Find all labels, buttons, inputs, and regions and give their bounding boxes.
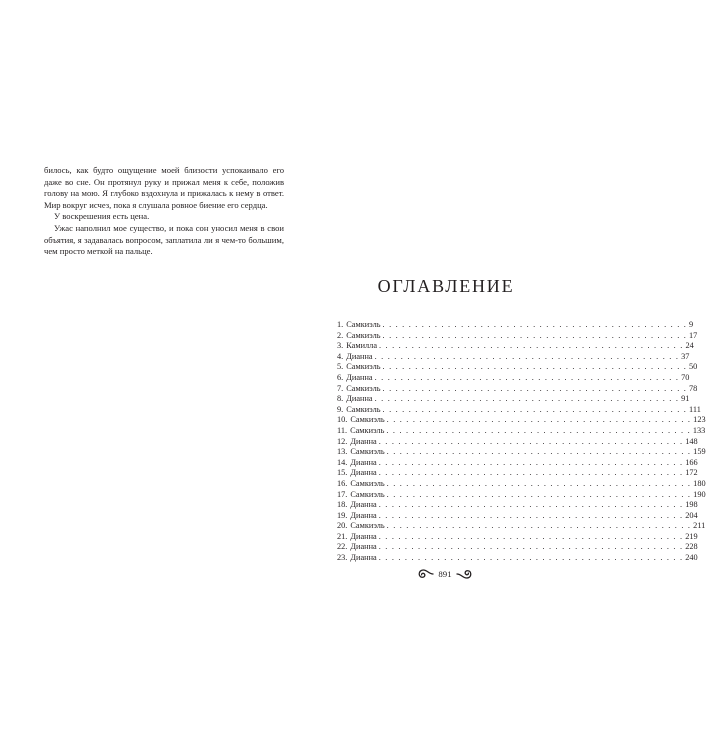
- toc-entry: [337, 362, 698, 373]
- toc-leader-dots: . . . . . . . . . . . . . . . . . . . . . . . . . . . . . . . . . . . . . . . . . . . . . . .: [374, 351, 680, 361]
- toc-entry: [337, 415, 706, 426]
- toc-entry-title: Дианна: [350, 500, 377, 510]
- toc-leader-dots: . . . . . . . . . . . . . . . . . . . . . . . . . . . . . . . . . . . . . . . . . . . . . . .: [378, 436, 684, 446]
- toc-entry-number: 16.: [337, 478, 348, 488]
- toc-leader-dots: . . . . . . . . . . . . . . . . . . . . . . . . . . . . . . . . . . . . . . . . . . . . . . .: [386, 425, 691, 435]
- toc-entry: [337, 531, 698, 543]
- toc-leader-dots: . . . . . . . . . . . . . . . . . . . . . . . . . . . . . . . . . . . . . . . . . . . . . . .: [386, 521, 692, 531]
- page-folio: [410, 566, 480, 582]
- toc-entry-number: 10.: [337, 415, 348, 425]
- toc-entry-number: 19.: [337, 510, 348, 520]
- toc-entry-number: 2.: [337, 330, 344, 340]
- toc-leader-dots: . . . . . . . . . . . . . . . . . . . . . . . . . . . . . . . . . . . . . . . . . . . . . . .: [382, 383, 688, 393]
- toc-entry-page: 198: [685, 500, 698, 510]
- toc-entry-number: 14.: [337, 457, 348, 467]
- toc-entry: [337, 553, 698, 564]
- toc-leader-dots: . . . . . . . . . . . . . . . . . . . . . . . . . . . . . . . . . . . . . . . . . . . . . . .: [382, 404, 688, 414]
- toc-entry: [337, 372, 690, 384]
- toc-entry-title: Дианна: [350, 553, 377, 563]
- toc-entry-page: 211: [693, 521, 706, 531]
- toc-entry-number: 7.: [337, 383, 344, 393]
- toc-entry-number: 11.: [337, 425, 348, 435]
- toc-entry: [337, 404, 701, 416]
- toc-entry: [337, 425, 706, 437]
- toc-entry-page: 204: [685, 510, 698, 520]
- toc-entry-page: 172: [685, 468, 698, 478]
- toc-entry-page: 24: [685, 341, 694, 351]
- toc-leader-dots: . . . . . . . . . . . . . . . . . . . . . . . . . . . . . . . . . . . . . . . . . . . . . . .: [378, 531, 684, 541]
- toc-entry-title: Самкиэль: [350, 521, 385, 531]
- toc-entry-page: 228: [685, 542, 698, 552]
- toc-entry: [337, 351, 690, 363]
- toc-entry-title: Дианна: [350, 468, 377, 478]
- toc-entry: [337, 341, 694, 352]
- toc-entry-page: 123: [693, 415, 706, 425]
- toc-entry-title: Самкиэль: [346, 362, 381, 372]
- toc-list: [337, 320, 706, 564]
- toc-entry-number: 6.: [337, 372, 344, 382]
- toc-entry-page: 159: [693, 447, 706, 457]
- toc-entry-title: Дианна: [346, 394, 373, 404]
- toc-entry-number: 3.: [337, 341, 344, 351]
- toc-entry: [337, 457, 698, 469]
- toc-entry-number: 23.: [337, 553, 348, 563]
- toc-entry-number: 5.: [337, 362, 344, 372]
- toc-leader-dots: . . . . . . . . . . . . . . . . . . . . . . . . . . . . . . . . . . . . . . . . . . . . . . .: [374, 372, 680, 382]
- toc-entry-title: Дианна: [350, 510, 377, 520]
- toc-entry-title: Дианна: [346, 351, 373, 361]
- toc-entry-number: 22.: [337, 542, 348, 552]
- toc-entry-number: 17.: [337, 489, 348, 499]
- toc-entry-title: Камилла: [346, 341, 377, 351]
- toc-leader-dots: . . . . . . . . . . . . . . . . . . . . . . . . . . . . . . . . . . . . . . . . . . . . . . .: [378, 468, 684, 478]
- toc-entry: [337, 447, 706, 458]
- paragraph-2: У воскрешения есть цена.: [54, 211, 150, 222]
- toc-entry-title: Самкиэль: [350, 489, 385, 499]
- toc-entry-page: 111: [689, 404, 701, 414]
- left-page-body-text: [44, 165, 284, 258]
- toc-entry-title: Самкиэль: [350, 447, 385, 457]
- toc-entry-title: Самкиэль: [346, 383, 381, 393]
- swirl-ornament-icon: [418, 568, 434, 580]
- toc-entry: [337, 542, 698, 553]
- toc-entry-number: 12.: [337, 436, 348, 446]
- toc-entry-title: Дианна: [350, 531, 377, 541]
- toc-entry-page: 70: [681, 372, 690, 382]
- toc-entry-number: 8.: [337, 394, 344, 404]
- toc-entry-number: 15.: [337, 468, 348, 478]
- toc-leader-dots: . . . . . . . . . . . . . . . . . . . . . . . . . . . . . . . . . . . . . . . . . . . . . . .: [386, 415, 692, 425]
- page-number: 891: [438, 569, 452, 579]
- toc-entry-number: 1.: [337, 320, 344, 329]
- toc-entry-number: 18.: [337, 500, 348, 510]
- toc-entry: [337, 330, 698, 342]
- toc-entry-number: 20.: [337, 521, 348, 531]
- toc-entry-page: 180: [693, 478, 706, 488]
- toc-title: ОГЛАВЛЕНИЕ: [377, 276, 515, 296]
- toc-leader-dots: . . . . . . . . . . . . . . . . . . . . . . . . . . . . . . . . . . . . . . . . . . . . . . .: [386, 489, 692, 499]
- toc-leader-dots: . . . . . . . . . . . . . . . . . . . . . . . . . . . . . . . . . . . . . . . . . . . . . . .: [382, 320, 688, 329]
- toc-entry-page: 240: [685, 553, 698, 563]
- toc-entry-title: Самкиэль: [350, 425, 385, 435]
- toc-entry-title: Самкиэль: [350, 478, 385, 488]
- toc-entry-number: 9.: [337, 404, 344, 414]
- toc-entry: [337, 320, 694, 331]
- toc-entry-page: 17: [689, 330, 698, 340]
- toc-entry-page: 148: [685, 436, 698, 446]
- toc-entry: [337, 394, 690, 405]
- toc-leader-dots: . . . . . . . . . . . . . . . . . . . . . . . . . . . . . . . . . . . . . . . . . . . . . . .: [386, 447, 692, 457]
- toc-leader-dots: . . . . . . . . . . . . . . . . . . . . . . . . . . . . . . . . . . . . . . . . . . . . . . .: [374, 394, 680, 404]
- toc-entry-title: Самкиэль: [346, 330, 381, 340]
- toc-entry-title: Самкиэль: [346, 320, 381, 329]
- toc-entry-title: Дианна: [346, 372, 373, 382]
- toc-entry-number: 13.: [337, 447, 348, 457]
- toc-entry-title: Самкиэль: [350, 415, 385, 425]
- toc-leader-dots: . . . . . . . . . . . . . . . . . . . . . . . . . . . . . . . . . . . . . . . . . . . . . . .: [378, 553, 684, 563]
- toc-entry: [337, 521, 706, 532]
- toc-leader-dots: . . . . . . . . . . . . . . . . . . . . . . . . . . . . . . . . . . . . . . . . . . . . . . .: [382, 330, 688, 340]
- toc-entry-page: 50: [689, 362, 698, 372]
- toc-entry: [337, 468, 698, 479]
- toc-entry: [337, 489, 706, 501]
- toc-entry-page: 91: [681, 394, 690, 404]
- toc-entry-page: 133: [692, 425, 706, 435]
- toc-entry-number: 4.: [337, 351, 344, 361]
- swirl-ornament-icon: [456, 568, 472, 580]
- toc-entry: [337, 500, 698, 511]
- toc-leader-dots: . . . . . . . . . . . . . . . . . . . . . . . . . . . . . . . . . . . . . . . . . . . . . . .: [378, 457, 684, 467]
- toc-entry: [337, 510, 698, 522]
- toc-entry: [337, 478, 706, 490]
- toc-entry-number: 21.: [337, 531, 348, 541]
- paragraph-1: билось, как будто ощущение моей близости успокаивало его даже во сне. Он протянул руку и прижал меня к себе, положив голову на мою. Я глубоко вздохнула и прижалась к нему в ответ. Мир вокруг исчез, пока я слушала ровное биение его сердца.: [44, 165, 284, 210]
- toc-entry-page: 78: [689, 383, 698, 393]
- toc-leader-dots: . . . . . . . . . . . . . . . . . . . . . . . . . . . . . . . . . . . . . . . . . . . . . . .: [382, 362, 688, 372]
- toc-entry-title: Дианна: [350, 542, 377, 552]
- toc-entry-page: 9: [689, 320, 694, 329]
- toc-entry-page: 190: [693, 489, 706, 499]
- toc-entry: [337, 436, 698, 448]
- toc-entry-page: 219: [685, 531, 698, 541]
- paragraph-3: Ужас наполнил мое существо, и пока сон уносил меня в свои объятия, я задавалась вопросом, заплатила ли я чем-то большим, чем просто меткой на пальце.: [44, 222, 284, 257]
- toc-leader-dots: . . . . . . . . . . . . . . . . . . . . . . . . . . . . . . . . . . . . . . . . . . . . . . .: [378, 500, 684, 510]
- toc-entry: [337, 383, 698, 395]
- toc-leader-dots: . . . . . . . . . . . . . . . . . . . . . . . . . . . . . . . . . . . . . . . . . . . . . . .: [386, 478, 692, 488]
- toc-entry-page: 37: [681, 351, 690, 361]
- toc-leader-dots: . . . . . . . . . . . . . . . . . . . . . . . . . . . . . . . . . . . . . . . . . . . . . . .: [378, 542, 684, 552]
- toc-leader-dots: . . . . . . . . . . . . . . . . . . . . . . . . . . . . . . . . . . . . . . . . . . . . . . .: [379, 341, 684, 351]
- toc-leader-dots: . . . . . . . . . . . . . . . . . . . . . . . . . . . . . . . . . . . . . . . . . . . . . . .: [378, 510, 684, 520]
- toc-entry-title: Самкиэль: [346, 404, 381, 414]
- toc-entry-page: 166: [685, 457, 698, 467]
- toc-entry-title: Дианна: [350, 436, 377, 446]
- toc-entry-title: Дианна: [350, 457, 377, 467]
